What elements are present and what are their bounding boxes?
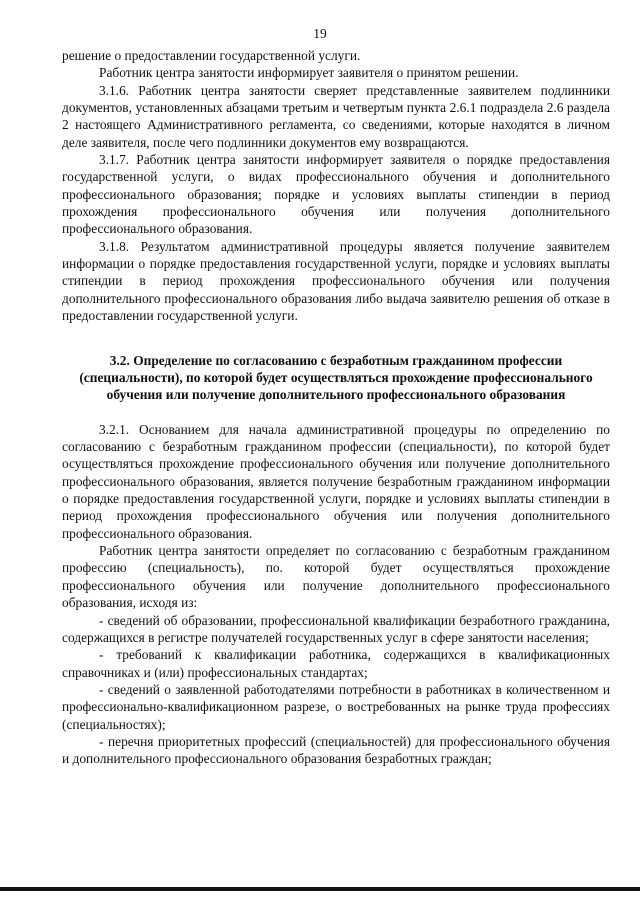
page-number: 19 [313, 26, 327, 41]
list-item: - сведений об образовании, профессиональной квалификации безработного гражданина, содержащихся в регистре получателей государственных услуг в сфере занятости населения; [62, 612, 610, 645]
paragraph: Работник центра занятости информирует заявителя о принятом решении. [99, 65, 519, 81]
paragraph: Работник центра занятости определяет по согласованию с безработным гражданином профессию (специальность), по. которой будет осуществляться прохождение профессионального обучения или получение дополнительного профессионального образования, исходя из: [62, 543, 610, 611]
section-heading: 3.2. Определение по согласованию с безработным гражданином профессии (специальности), по которой будет осуществляться прохождение профессионального обучения или получение дополнительного профессионального образования [79, 352, 593, 403]
paragraph: 3.1.7. Работник центра занятости информирует заявителя о порядке предоставления государственной услуги, о видах профессионального обучения и дополнительного профессионального образования; порядке и условиях выплаты стипендии в период прохождения профессионального обучения или получения дополнительного профессионального образования. [62, 152, 610, 237]
paragraph: 3.1.6. Работник центра занятости сверяет представленные заявителем подлинники документов, установленных абзацами третьим и четвертым пункта 2.6.1 подраздела 2.6 раздела 2 настоящего Административного регламента, со сведениями, которые находятся в личном деле заявителя, после чего подлинники документов ему возвращаются. [62, 82, 610, 150]
list-item: - перечня приоритетных профессий (специальностей) для профессионального обучения и дополнительного профессионального образования безработных граждан; [62, 733, 610, 767]
list-item: - сведений о заявленной работодателями потребности в работниках в количественном и профессионально-квалификационном разрезе, о востребованных на рынке труда профессиях (специальностях); [62, 681, 610, 732]
document-body [62, 47, 610, 768]
paragraph: 3.1.8. Результатом административной процедуры является получение заявителем информации о порядке предоставления государственной услуги, порядке и условиях выплаты стипендии в период прохождения профессионального обучения или получения дополнительного профессионального образования либо выдача заявителю решения об отказе в предоставлении государственной услуги. [62, 238, 610, 324]
list-item: - требований к квалификации работника, содержащихся в квалификационных справочниках и (или) профессиональных стандартах; [62, 647, 610, 680]
paragraph: 3.2.1. Основанием для начала административной процедуры по определению по согласованию с безработным гражданином профессии (специальности), по которой будет осуществляться прохождение профессионального обучения или получение дополнительного профессионального образования, является получение безработным гражданином информации о порядке предоставления государственной услуги, порядке и условиях выплаты стипендии в период прохождения профессионального обучения или получения дополнительного профессионального образования. [62, 421, 610, 541]
bottom-divider [0, 887, 640, 891]
paragraph: решение о предоставлении государственной услуги. [62, 48, 361, 63]
